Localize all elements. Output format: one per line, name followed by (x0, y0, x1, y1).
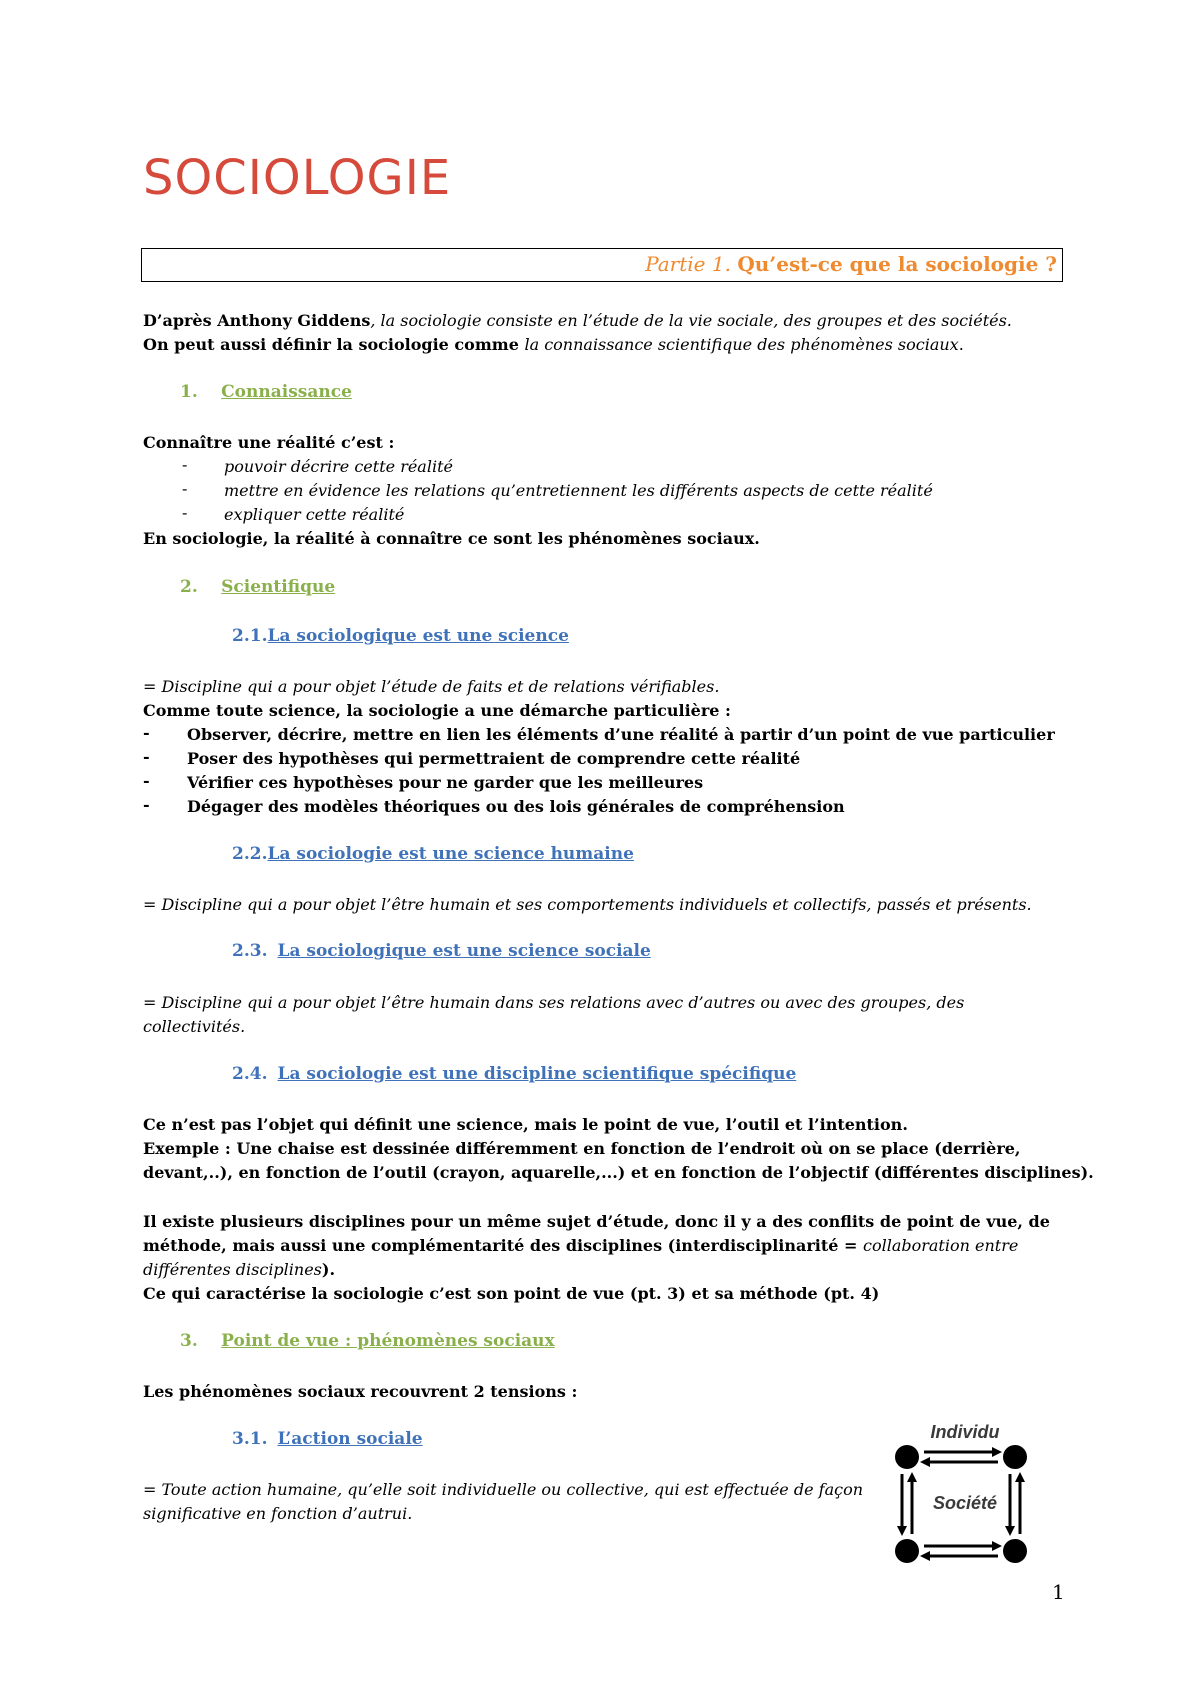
diagram-node-bottom-right (1003, 1539, 1027, 1563)
individu-societe-diagram (890, 1420, 1040, 1570)
section-1-lead: Connaître une réalité c’est : (143, 433, 395, 452)
diagram-arrows-right (1005, 1472, 1025, 1536)
list-item: expliquer cette réalité (224, 505, 405, 524)
list-item: mettre en évidence les relations qu’entretiennent les différents aspects de cette réalité (224, 481, 933, 500)
subsection-2-3-heading: 2.3. La sociologique est une science sociale (232, 941, 651, 961)
diagram-arrows-bottom (920, 1541, 1002, 1561)
section-1-conclusion: En sociologie, la réalité à connaître ce sont les phénomènes sociaux. (143, 529, 760, 548)
intro-line-1: D’après Anthony Giddens, la sociologie consiste en l’étude de la vie sociale, des groupes et des sociétés. (143, 311, 1012, 330)
diagram-label-individu: Individu (930, 1422, 1000, 1442)
subsection-2-4-line-3b: méthode, mais aussi une complémentarité des disciplines (interdisciplinarité = collaboration entre (143, 1236, 1019, 1255)
part-heading-box (141, 248, 1063, 282)
part-title: Qu’est-ce que la sociologie ? (737, 252, 1057, 276)
subsection-2-4-line-3c: différentes disciplines). (143, 1260, 336, 1279)
section-3-heading: 3. Point de vue : phénomènes sociaux (180, 1331, 555, 1351)
diagram-node-top-right (1003, 1445, 1027, 1469)
subsection-2-1-lead: Comme toute science, la sociologie a une démarche particulière : (143, 701, 731, 720)
subsection-3-1-heading: 3.1. L’action sociale (232, 1429, 423, 1449)
diagram-node-bottom-left (895, 1539, 919, 1563)
subsection-2-2-heading: 2.2.La sociologie est une science humaine (232, 844, 634, 864)
subsection-2-2-definition: = Discipline qui a pour objet l’être humain et ses comportements individuels et collectifs, passés et présents. (143, 895, 1032, 914)
subsection-2-4-heading: 2.4. La sociologie est une discipline scientifique spécifique (232, 1064, 797, 1084)
list-item: Vérifier ces hypothèses pour ne garder que les meilleures (187, 773, 704, 792)
diagram-arrows-top (920, 1447, 1002, 1467)
list-item: Observer, décrire, mettre en lien les éléments d’une réalité à partir d’un point de vue particulier (187, 725, 1055, 744)
section-3-lead: Les phénomènes sociaux recouvrent 2 tensions : (143, 1382, 578, 1401)
subsection-2-4-example-line-1: Exemple : Une chaise est dessinée différemment en fonction de l’endroit où on se place (derrière, (143, 1139, 1021, 1158)
subsection-2-4-example-line-2: devant,..), en fonction de l’outil (crayon, aquarelle,...) et en fonction de l’objectif (différentes disciplines). (143, 1163, 1094, 1182)
subsection-2-3-definition-line-1: = Discipline qui a pour objet l’être humain dans ses relations avec d’autres ou avec des groupes, des (143, 993, 965, 1012)
diagram-node-top-left (895, 1445, 919, 1469)
diagram-arrows-left (897, 1472, 917, 1536)
subsection-2-3-definition-line-2: collectivités. (143, 1017, 246, 1036)
subsection-2-4-line-4: Ce qui caractérise la sociologie c’est son point de vue (pt. 3) et sa méthode (pt. 4) (143, 1284, 880, 1303)
document-title: SOCIOLOGIE (143, 150, 452, 206)
list-item: Poser des hypothèses qui permettraient de comprendre cette réalité (187, 749, 801, 768)
section-1-heading: 1. Connaissance (180, 382, 352, 402)
subsection-3-1-definition-line-2: significative en fonction d’autrui. (143, 1504, 413, 1523)
subsection-2-1-definition: = Discipline qui a pour objet l’étude de faits et de relations vérifiables. (143, 677, 720, 696)
subsection-3-1-definition-line-1: = Toute action humaine, qu’elle soit individuelle ou collective, qui est effectuée de façon (143, 1480, 864, 1499)
list-item: Dégager des modèles théoriques ou des lois générales de compréhension (187, 797, 845, 816)
section-2-heading: 2. Scientifique (180, 577, 336, 597)
page-number: 1 (1052, 1580, 1065, 1604)
subsection-2-4-paragraph: Ce n’est pas l’objet qui définit une science, mais le point de vue, l’outil et l’intention. (143, 1115, 908, 1134)
diagram-label-societe: Société (932, 1493, 998, 1513)
subsection-2-4-line-3a: Il existe plusieurs disciplines pour un même sujet d’étude, donc il y a des conflits de point de vue, de (143, 1212, 1050, 1231)
intro-line-2: On peut aussi définir la sociologie comme la connaissance scientifique des phénomènes sociaux. (143, 335, 964, 354)
list-item: pouvoir décrire cette réalité (224, 457, 453, 476)
subsection-2-1-heading: 2.1.La sociologique est une science (232, 626, 569, 646)
part-number: Partie 1. (645, 252, 731, 276)
